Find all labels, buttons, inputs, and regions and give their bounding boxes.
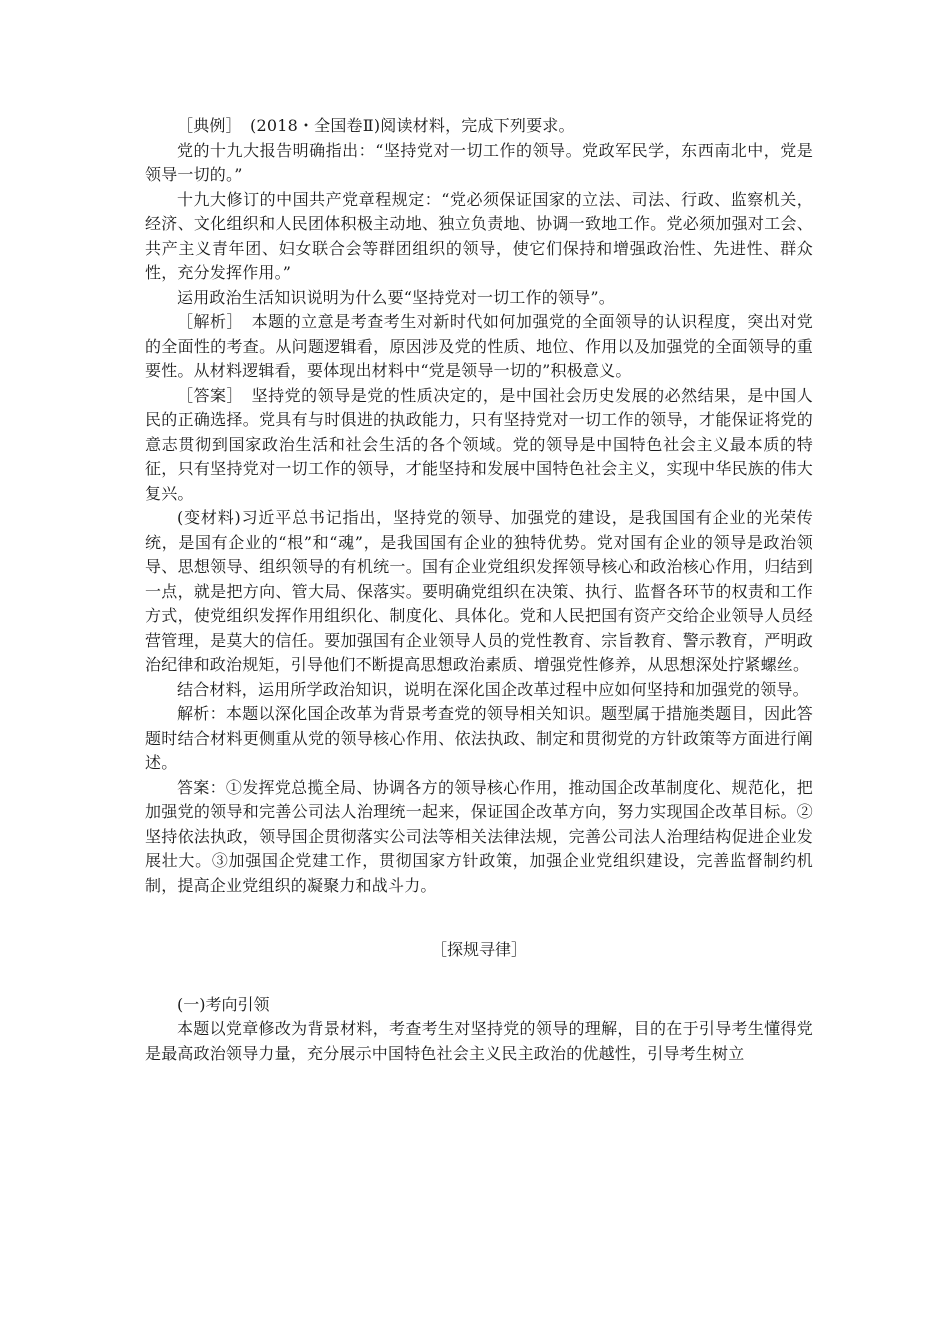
analysis-paragraph-2: 解析：本题以深化国企改革为背景考查党的领导相关知识。题型属于措施类题目，因此答题时结合材料更侧重从党的领导核心作用、依法执政、制定和贯彻党的方针政策等方面进行阐述。 — [145, 704, 813, 772]
material-paragraph-2: 十九大修订的中国共产党章程规定：“党必须保证国家的立法、司法、行政、监察机关，经济、文化组织和人民团体积极主动地、独立负责地、协调一致地工作。党必须加强对工会、共产主义青年团、妇女联合会等群团组织的领导，使它们保持和增强政治性、先进性、群众性，充分发挥作用。” — [145, 189, 813, 282]
document-page — [145, 114, 813, 1066]
question-paragraph-2: 结合材料，运用所学政治知识，说明在深化国企改革过程中应如何坚持和加强党的领导。 — [177, 679, 809, 699]
variant-material-paragraph: (变材料)习近平总书记指出，坚持党的领导、加强党的建设，是我国国有企业的光荣传统，是国有企业的“根”和“魂”，是我国国有企业的独特优势。党对国有企业的领导是政治领导、思想领导、组织领导的有机统一。国有企业党组织发挥领导核心和政治核心作用，归结到一点，就是把方向、管大局、保落实。要明确党组织在决策、执行、监督各环节的权责和工作方式，使党组织发挥作用组织化、制度化、具体化。党和人民把国有资产交给企业领导人员经营管理，是莫大的信任。要加强国有企业领导人员的党性教育、宗旨教育、警示教育，严明政治纪律和政治规矩，引导他们不断提高思想政治素质、增强党性修养，从思想深处拧紧螺丝。 — [145, 508, 813, 674]
material-paragraph-1: 党的十九大报告明确指出：“坚持党对一切工作的领导。党政军民学，东西南北中，党是领导一切的。” — [145, 140, 813, 184]
answer-paragraph-2: 答案：①发挥党总揽全局、协调各方的领导核心作用，推动国企改革制度化、规范化，把加强党的领导和完善公司法人治理统一起来，保证国企改革方向，努力实现国企改革目标。②坚持依法执政，领导国企贯彻落实公司法等相关法律法规，完善公司法人治理结构促进企业发展壮大。③加强国企党建工作，贯彻国家方针政策，加强企业党组织建设，完善监督制约机制，提高企业党组织的凝聚力和战斗力。 — [145, 777, 813, 895]
question-paragraph-1: 运用政治生活知识说明为什么要“坚持党对一切工作的领导”。 — [177, 287, 615, 307]
answer-paragraph-1: ［答案］ 坚持党的领导是党的性质决定的，是中国社会历史发展的必然结果，是中国人民的正确选择。党具有与时俱进的执政能力，只有坚持党对一切工作的领导，才能保证将党的意志贯彻到国家政治生活和社会生活的各个领域。党的领导是中国特色社会主义最本质的特征，只有坚持党对一切工作的领导，才能坚持和发展中国特色社会主义，实现中华民族的伟大复兴。 — [145, 385, 813, 503]
guidance-paragraph: 本题以党章修改为背景材料，考查考生对坚持党的领导的理解，目的在于引导考生懂得党是最高政治领导力量，充分展示中国特色社会主义民主政治的优越性，引导考生树立 — [145, 1019, 813, 1063]
analysis-paragraph-1: ［解析］ 本题的立意是考查考生对新时代如何加强党的全面领导的认识程度，突出对党的全面性的考查。从问题逻辑看，原因涉及党的性质、地位、作用以及加强党的全面领导的重要性。从材料逻辑看，要体现出材料中“党是领导一切的”积极意义。 — [145, 312, 813, 380]
subsection-heading: (一)考向引领 — [177, 994, 270, 1014]
section-heading: ［探规寻律］ — [430, 940, 527, 959]
example-header: ［典例］ (2018・全国卷Ⅱ)阅读材料，完成下列要求。 — [177, 116, 575, 135]
